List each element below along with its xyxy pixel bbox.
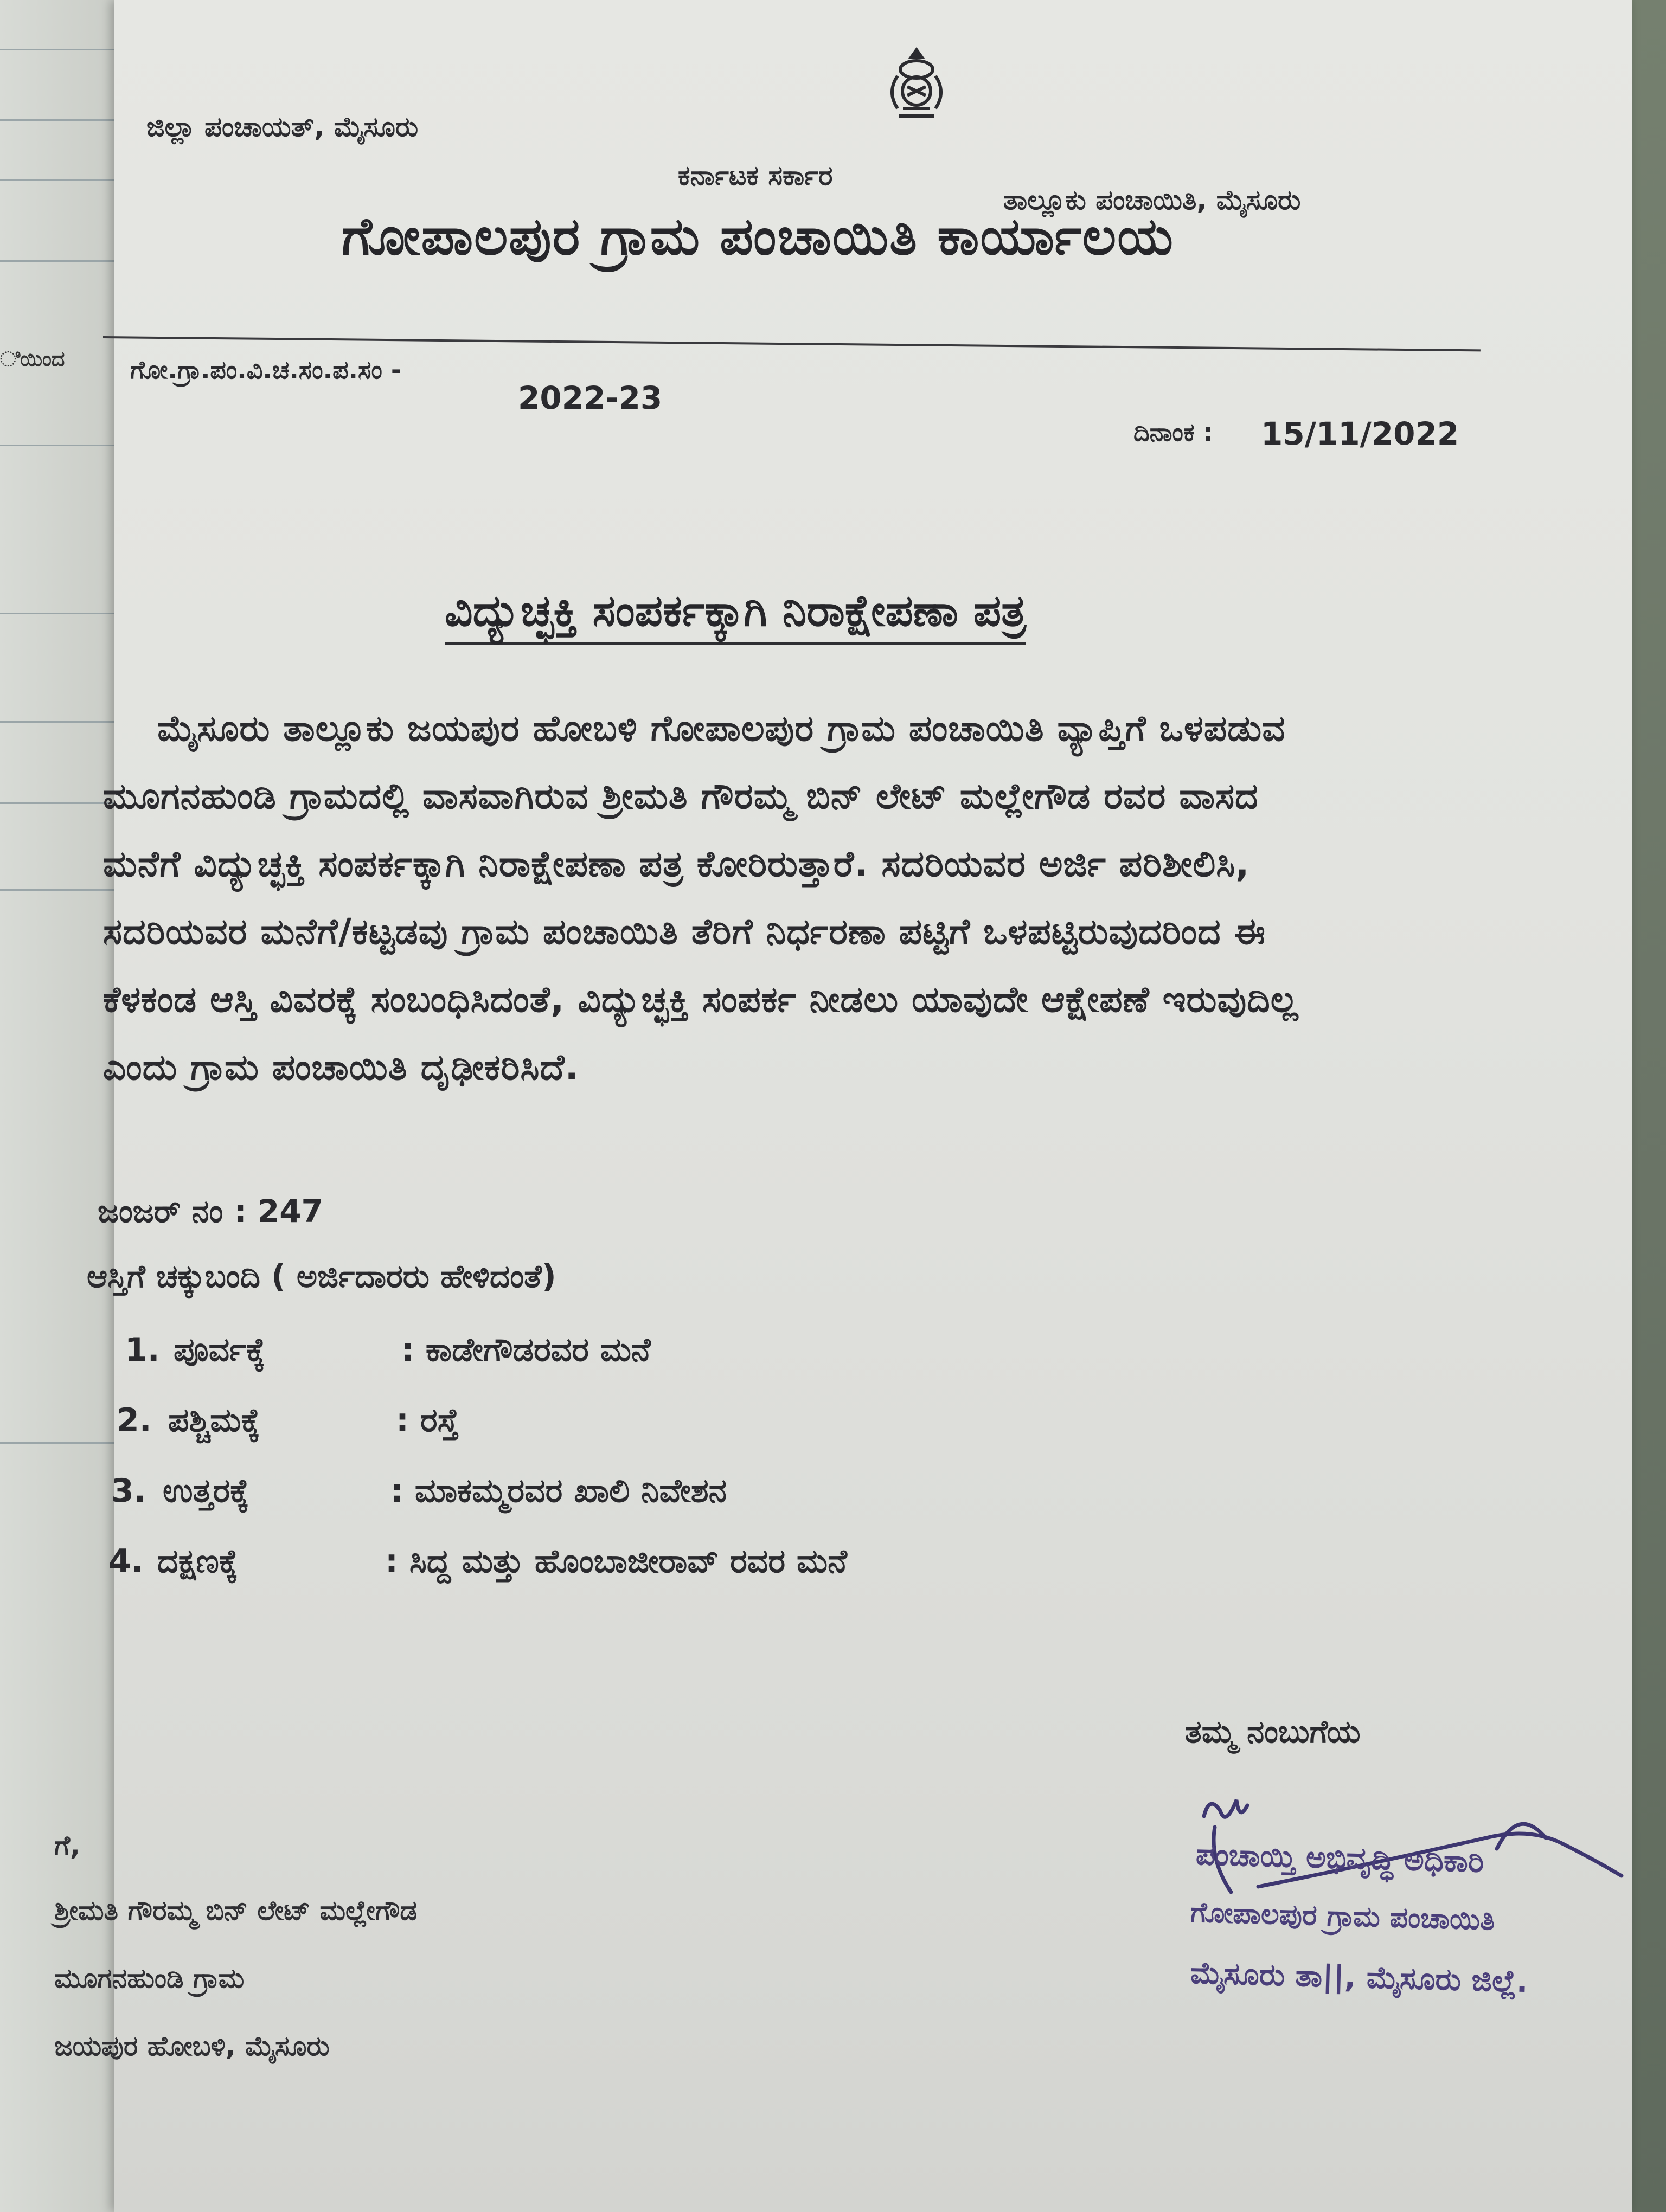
karnataka-emblem-icon <box>876 43 957 125</box>
subject-heading: ವಿದ್ಯುಚ್ಛಕ್ತಿ ಸಂಪರ್ಕಕ್ಕಾಗಿ ನಿರಾಕ್ಷೇಪಣಾ ಪತ್ರ <box>445 586 1026 645</box>
register-rule <box>0 802 114 804</box>
header-divider <box>103 336 1481 351</box>
register-page <box>0 0 126 2212</box>
recipient-hobli: ಜಯಪುರ ಹೋಬಳಿ, ಮೈಸೂರು <box>54 2030 330 2062</box>
register-text-fragment: ಿಯಿಂದ <box>0 347 65 371</box>
register-rule <box>0 179 114 181</box>
boundary-value: : ಸಿದ್ದ ಮತ್ತು ಹೊಂಬಾಜೀರಾವ್ ರವರ ಮನೆ <box>385 1542 847 1580</box>
register-rule <box>0 613 114 614</box>
register-rule <box>0 119 114 121</box>
recipient-village: ಮೂಗನಹುಂಡಿ ಗ್ರಾಮ <box>54 1963 245 1994</box>
boundary-direction: ಪೂರ್ವಕ್ಕೆ <box>174 1331 266 1369</box>
body-line: ಮೈಸೂರು ತಾಲ್ಲೂಕು ಜಯಪುರ ಹೋಬಳಿ ಗೋಪಾಲಪುರ ಗ್ರಾಮ ಪಂಚಾಯಿತಿ ವ್ಯಾಪ್ತಿಗೆ ಒಳಪಡುವ <box>157 708 1286 749</box>
signatory-panchayat: ಗೋಪಾಲಪುರ ಗ್ರಾಮ ಪಂಚಾಯಿತಿ <box>1190 1896 1496 1937</box>
boundary-direction: ದಕ್ಷಣಕ್ಕೆ <box>157 1542 238 1580</box>
reference-number: 2022-23 <box>518 380 663 416</box>
register-rule <box>0 260 114 262</box>
body-line: ಎಂದು ಗ್ರಾಮ ಪಂಚಾಯಿತಿ ದೃಢೀಕರಿಸಿದೆ. <box>103 1046 579 1088</box>
letter-sheet <box>54 0 1632 2212</box>
property-number: ಜಂಜರ್ ನಂ : 247 <box>98 1193 323 1230</box>
signatory-designation: ಪಂಚಾಯ್ತಿ ಅಭಿವೃದ್ಧಿ ಅಧಿಕಾರಿ <box>1195 1837 1485 1880</box>
register-rule <box>0 1442 114 1444</box>
zilla-panchayat-label: ಜಿಲ್ಲಾ ಪಂಚಾಯತ್, ಮೈಸೂರು <box>146 111 419 143</box>
boundary-number: 1. <box>125 1331 160 1369</box>
body-line: ಮೂಗನಹುಂಡಿ ಗ್ರಾಮದಲ್ಲಿ ವಾಸವಾಗಿರುವ ಶ್ರೀಮತಿ ಗೌರಮ್ಮ ಬಿನ್ ಲೇಟ್ ಮಲ್ಲೇಗೌಡ ರವರ ವಾಸದ <box>103 775 1259 817</box>
boundary-number: 4. <box>108 1542 144 1580</box>
government-label: ಕರ್ನಾಟಕ ಸರ್ಕಾರ <box>678 160 833 191</box>
boundaries-title: ಆಸ್ತಿಗೆ ಚಕ್ಕುಬಂದಿ ( ಅರ್ಜಿದಾರರು ಹೇಳಿದಂತೆ) <box>87 1258 556 1295</box>
boundary-value: : ಕಾಡೇಗೌಡರವರ ಮನೆ <box>401 1331 651 1369</box>
boundary-number: 2. <box>117 1401 152 1439</box>
recipient-name: ಶ್ರೀಮತಿ ಗೌರಮ್ಮ ಬಿನ್ ಲೇಟ್ ಮಲ್ಲೇಗೌಡ <box>54 1895 418 1926</box>
boundary-direction: ಉತ್ತರಕ್ಕೆ <box>163 1472 249 1510</box>
boundary-number: 3. <box>111 1472 146 1510</box>
body-line: ಸದರಿಯವರ ಮನೆಗೆ/ಕಟ್ಟಡವು ಗ್ರಾಮ ಪಂಚಾಯಿತಿ ತೆರಿಗೆ ನಿರ್ಧರಣಾ ಪಟ್ಟಿಗೆ ಒಳಪಟ್ಟಿರುವುದರಿಂದ ಈ <box>103 911 1266 953</box>
date-label: ದಿನಾಂಕ : <box>1133 417 1214 447</box>
register-rule <box>0 49 114 50</box>
register-rule <box>0 445 114 446</box>
signatory-district: ಮೈಸೂರು ತಾ||, ಮೈಸೂರು ಜಿಲ್ಲೆ. <box>1190 1955 1529 2000</box>
taluk-panchayat-label: ತಾಲ್ಲೂಕು ಪಂಚಾಯಿತಿ, ಮೈಸೂರು <box>1003 184 1301 216</box>
recipient-label: ಗೆ, <box>54 1830 81 1861</box>
body-line: ಕೆಳಕಂಡ ಆಸ್ತಿ ವಿವರಕ್ಕೆ ಸಂಬಂಧಿಸಿದಂತೆ, ವಿದ್ಯುಚ್ಛಕ್ತಿ ಸಂಪರ್ಕ ನೀಡಲು ಯಾವುದೇ ಆಕ್ಷೇಪಣೆ ಇರುವುದಿಲ್ಲ <box>103 979 1299 1020</box>
register-rule <box>0 721 114 723</box>
reference-prefix: ಗೋ.ಗ್ರಾ.ಪಂ.ವಿ.ಚ.ಸಂ.ಪ.ಸಂ - <box>130 355 401 384</box>
closing-text: ತಮ್ಮ ನಂಬುಗೆಯ <box>1185 1713 1361 1750</box>
register-rule <box>0 889 114 891</box>
boundary-value: : ಮಾಕಮ್ಮರವರ ಖಾಲಿ ನಿವೇಶನ <box>390 1472 727 1510</box>
boundary-value: : ರಸ್ತೆ <box>396 1401 459 1439</box>
boundary-direction: ಪಶ್ಚಿಮಕ್ಕೆ <box>168 1401 260 1439</box>
office-title: ಗೋಪಾಲಪುರ ಗ್ರಾಮ ಪಂಚಾಯಿತಿ ಕಾರ್ಯಾಲಯ <box>342 206 1174 267</box>
date-value: 15/11/2022 <box>1261 415 1459 452</box>
body-line: ಮನೆಗೆ ವಿದ್ಯುಚ್ಛಕ್ತಿ ಸಂಪರ್ಕಕ್ಕಾಗಿ ನಿರಾಕ್ಷೇಪಣಾ ಪತ್ರ ಕೋರಿರುತ್ತಾರೆ. ಸದರಿಯವರ ಅರ್ಜಿ ಪರಿಶೀಲಿಸಿ, <box>103 843 1250 885</box>
